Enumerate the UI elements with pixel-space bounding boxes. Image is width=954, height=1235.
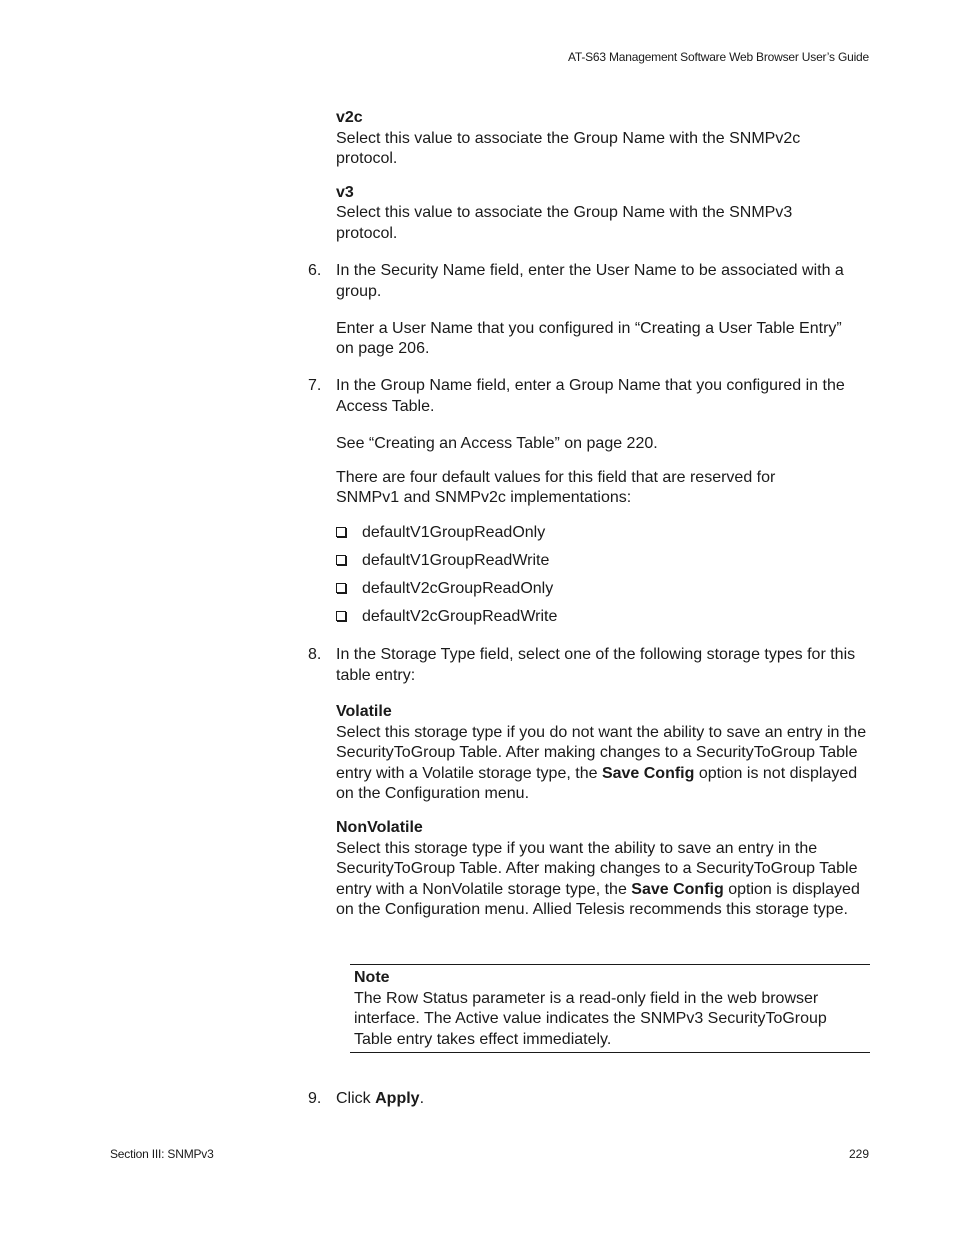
checkbox-bullet-icon	[336, 555, 346, 565]
step-6-number: 6.	[308, 262, 322, 279]
term-volatile: Volatile	[336, 703, 392, 720]
footer-page-number: 229	[848, 1147, 869, 1161]
note-box	[350, 964, 870, 1053]
term-nonvolatile: NonVolatile	[336, 819, 423, 836]
step-8-text: In the Storage Type field, select one of the following storage types for this table entry:	[336, 646, 856, 684]
list-item: defaultV2cGroupReadOnly	[336, 579, 553, 599]
list-item: defaultV2cGroupReadWrite	[336, 607, 557, 627]
checkbox-bullet-icon	[336, 527, 346, 537]
list-item: defaultV1GroupReadOnly	[336, 523, 545, 543]
term-v2c: v2c	[336, 109, 363, 126]
step-9-text: Click Apply.	[336, 1090, 425, 1107]
desc-v2c: Select this value to associate the Group Name with the SNMPv2c protocol.	[336, 129, 801, 167]
step-7-text: In the Group Name field, enter a Group Name that you configured in the Access Table.	[336, 377, 845, 415]
note-text: The Row Status parameter is a read-only field in the web browser interface. The Active value indicates the SNMPv3 SecurityToGroup Table entry takes effect immediately.	[354, 989, 827, 1048]
list-item: defaultV1GroupReadWrite	[336, 551, 549, 571]
step-6-paragraph: Enter a User Name that you configured in “Creating a User Table Entry” on page 206.	[336, 319, 842, 357]
desc-v3: Select this value to associate the Group Name with the SNMPv3 protocol.	[336, 204, 793, 242]
running-header: AT-S63 Management Software Web Browser User’s Guide	[567, 50, 869, 64]
desc-volatile: Select this storage type if you do not want the ability to save an entry in the SecurityToGroup Table. After making changes to a SecurityToGroup Table entry with a Volatile storage type, the Save Config option is not displayed on the Configuration menu.	[336, 723, 867, 802]
desc-nonvolatile: Select this storage type if you want the ability to save an entry in the SecurityToGroup Table. After making changes to a SecurityToGroup Table entry with a NonVolatile storage type, the Save Config option is displayed on the Configuration menu. Allied Telesis recommends this storage type.	[336, 839, 860, 918]
checkbox-bullet-icon	[336, 611, 346, 621]
checkbox-bullet-icon	[336, 583, 346, 593]
step-7-see-reference: See “Creating an Access Table” on page 220.	[336, 434, 658, 452]
term-v3: v3	[336, 183, 354, 201]
step-7-paragraph: There are four default values for this field that are reserved for SNMPv1 and SNMPv2c implementations:	[336, 468, 776, 506]
step-8-number: 8.	[308, 646, 322, 663]
footer-section: Section III: SNMPv3	[110, 1147, 214, 1161]
step-9-number: 9.	[308, 1090, 322, 1107]
step-7-number: 7.	[308, 377, 322, 394]
step-6-text: In the Security Name field, enter the User Name to be associated with a group.	[336, 262, 844, 300]
note-title: Note	[354, 969, 390, 986]
